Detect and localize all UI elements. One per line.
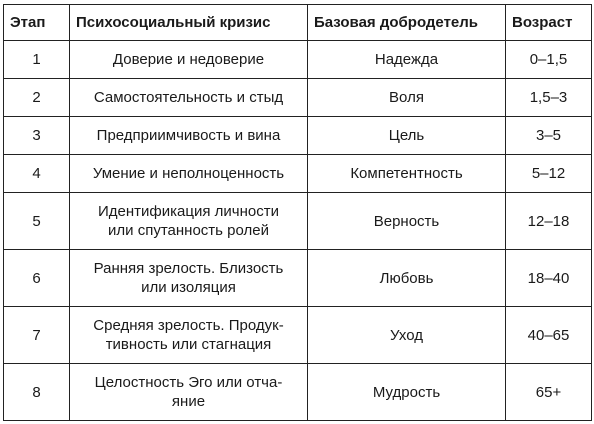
cell-crisis <box>70 193 308 250</box>
cell-age: 5–12 <box>506 155 592 193</box>
header-virtue: Базовая добродетель <box>308 5 506 41</box>
table-header <box>4 5 592 41</box>
cell-age: 3–5 <box>506 117 592 155</box>
cell-virtue: Компетентность <box>308 155 506 193</box>
cell-virtue: Любовь <box>308 250 506 307</box>
cell-crisis-line: Предприимчивость и вина <box>96 127 281 144</box>
cell-crisis-line: Самостоятельность и стыд <box>93 89 284 106</box>
cell-crisis-line: Ранняя зрелость. Близость <box>93 260 284 277</box>
table-row <box>4 364 592 421</box>
cell-crisis <box>70 307 308 364</box>
table-row <box>4 41 592 79</box>
cell-age: 40–65 <box>506 307 592 364</box>
cell-crisis <box>70 41 308 79</box>
cell-virtue: Верность <box>308 193 506 250</box>
cell-crisis <box>70 79 308 117</box>
cell-crisis-line: Идентификация личности <box>98 203 279 220</box>
header-row <box>4 5 592 41</box>
table-row <box>4 250 592 307</box>
cell-crisis-line: яние <box>171 393 206 410</box>
cell-crisis-line: или спутанность ролей <box>108 222 269 239</box>
cell-age: 1,5–3 <box>506 79 592 117</box>
table-row <box>4 155 592 193</box>
cell-stage: 4 <box>4 155 70 193</box>
table-row <box>4 79 592 117</box>
cell-stage: 8 <box>4 364 70 421</box>
cell-virtue: Цель <box>308 117 506 155</box>
cell-crisis <box>70 250 308 307</box>
table-body <box>4 41 592 421</box>
cell-stage: 2 <box>4 79 70 117</box>
cell-virtue: Воля <box>308 79 506 117</box>
cell-age: 18–40 <box>506 250 592 307</box>
header-crisis: Психосоциальный кризис <box>70 5 308 41</box>
table-row <box>4 193 592 250</box>
table-row <box>4 117 592 155</box>
cell-stage: 5 <box>4 193 70 250</box>
cell-crisis-line: Целостность Эго или отча- <box>94 374 283 391</box>
cell-virtue: Уход <box>308 307 506 364</box>
header-age: Возраст <box>506 5 592 41</box>
cell-virtue: Мудрость <box>308 364 506 421</box>
cell-crisis <box>70 364 308 421</box>
cell-crisis-line: тивность или стагнация <box>105 336 272 353</box>
cell-crisis-line: или изоляция <box>141 279 236 296</box>
cell-stage: 6 <box>4 250 70 307</box>
cell-crisis-line: Доверие и недоверие <box>112 51 265 68</box>
cell-age: 12–18 <box>506 193 592 250</box>
cell-age: 65+ <box>506 364 592 421</box>
header-stage: Этап <box>4 5 70 41</box>
cell-crisis <box>70 117 308 155</box>
cell-crisis <box>70 155 308 193</box>
stages-table <box>3 4 592 421</box>
cell-age: 0–1,5 <box>506 41 592 79</box>
cell-virtue: Надежда <box>308 41 506 79</box>
cell-crisis-line: Средняя зрелость. Продук- <box>93 317 284 334</box>
table-row <box>4 307 592 364</box>
cell-stage: 7 <box>4 307 70 364</box>
cell-stage: 1 <box>4 41 70 79</box>
cell-stage: 3 <box>4 117 70 155</box>
cell-crisis-line: Умение и неполноценность <box>92 165 285 182</box>
